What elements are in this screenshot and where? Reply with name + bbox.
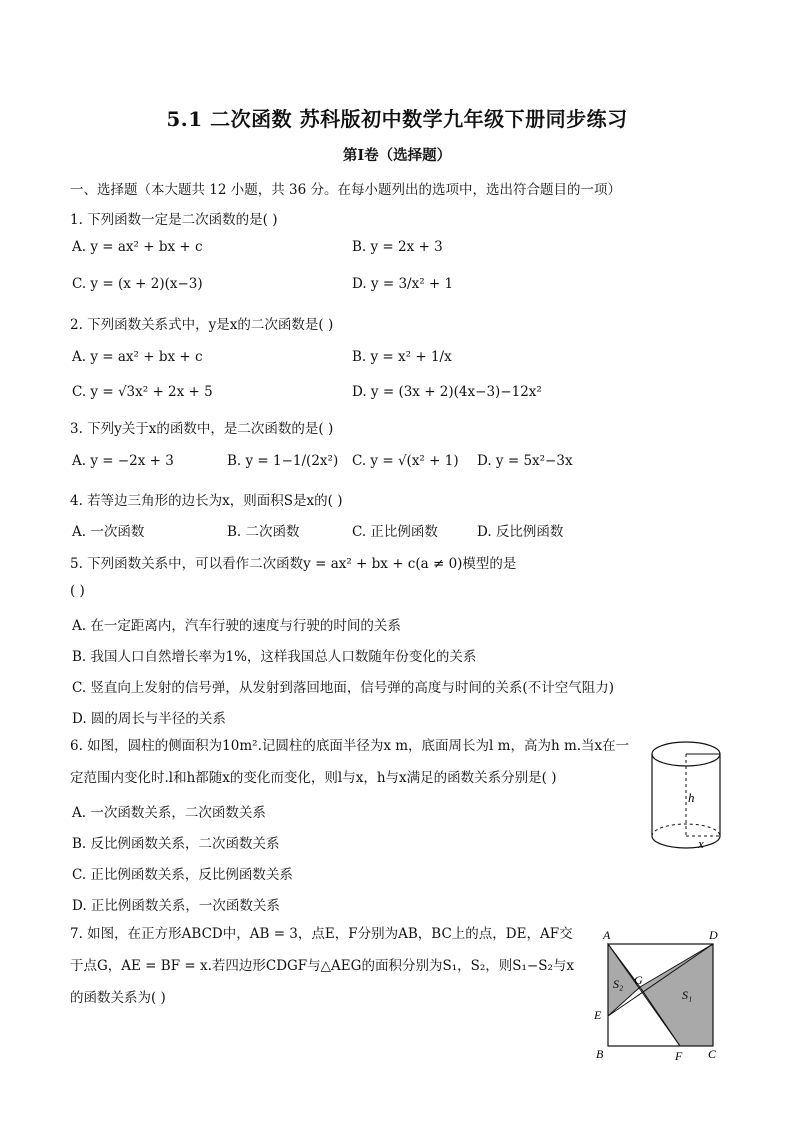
question-5-stem: 5. 下列函数关系中，可以看作二次函数y = ax² + bx + c(a ≠ 0)模型的是 bbox=[70, 556, 517, 572]
question-4-option-c: C. 正比例函数 bbox=[352, 524, 438, 540]
question-2-stem: 2. 下列函数关系式中，y是x的二次函数是( ) bbox=[70, 317, 334, 333]
question-7-stem: 7. 如图，在正方形ABCD中，AB = 3，点E，F分别为AB，BC上的点，DE，AF交于点G，AE = BF = x.若四边形CDGF与△AEG的面积分别为S₁，S₂，则S₁−S₂与x的函数关系为( ) bbox=[70, 926, 575, 1006]
question-3-option-c: C. y = √(x² + 1) bbox=[352, 453, 459, 469]
question-1-option-c: C. y = (x + 2)(x−3) bbox=[72, 276, 203, 292]
question-3-option-b: B. y = 1−1/(2x²) bbox=[227, 453, 339, 469]
question-4-stem: 4. 若等边三角形的边长为x，则面积S是x的( ) bbox=[70, 493, 343, 509]
cylinder-figure bbox=[648, 738, 728, 853]
question-1-option-a: A. y = ax² + bx + c bbox=[72, 239, 203, 255]
area-s1-label: S₁ bbox=[682, 988, 693, 1002]
point-e-label: E bbox=[594, 1008, 602, 1022]
point-f-label: F bbox=[675, 1049, 683, 1063]
cylinder-x-label: x bbox=[698, 836, 704, 851]
question-6-option-d: D. 正比例函数关系，一次函数关系 bbox=[72, 898, 280, 914]
question-1-option-b: B. y = 2x + 3 bbox=[352, 239, 443, 255]
cylinder-h-label: h bbox=[688, 790, 695, 805]
page-subtitle: 第Ⅰ卷（选择题） bbox=[342, 147, 452, 164]
question-4-option-d: D. 反比例函数 bbox=[477, 524, 564, 540]
page-title: 5.1 二次函数 苏科版初中数学九年级下册同步练习 bbox=[166, 107, 628, 131]
question-5-option-b: B. 我国人口自然增长率为1%，这样我国总人口数随年份变化的关系 bbox=[72, 649, 477, 665]
point-b-label: B bbox=[596, 1047, 604, 1061]
square-figure bbox=[588, 922, 728, 1067]
question-3-stem: 3. 下列y关于x的函数中，是二次函数的是( ) bbox=[70, 421, 334, 437]
question-3-option-d: D. y = 5x²−3x bbox=[477, 453, 573, 469]
question-6-option-b: B. 反比例函数关系，二次函数关系 bbox=[72, 836, 280, 852]
question-4-option-b: B. 二次函数 bbox=[227, 524, 300, 540]
question-2-option-b: B. y = x² + 1/x bbox=[352, 349, 452, 365]
question-2-option-c: C. y = √3x² + 2x + 5 bbox=[72, 384, 213, 400]
question-4-option-a: A. 一次函数 bbox=[72, 524, 145, 540]
point-c-label: C bbox=[708, 1047, 717, 1061]
area-s2-label: S₂ bbox=[613, 977, 624, 991]
question-2-option-d: D. y = (3x + 2)(4x−3)−12x² bbox=[352, 384, 542, 400]
question-2-option-a: A. y = ax² + bx + c bbox=[72, 349, 203, 365]
question-1-stem: 1. 下列函数一定是二次函数的是( ) bbox=[70, 212, 278, 228]
point-a-label: A bbox=[603, 928, 611, 942]
question-3-option-a: A. y = −2x + 3 bbox=[72, 453, 174, 469]
question-5-option-d: D. 圆的周长与半径的关系 bbox=[72, 711, 226, 727]
point-d-label: D bbox=[709, 928, 718, 942]
question-6-option-a: A. 一次函数关系，二次函数关系 bbox=[72, 805, 266, 821]
point-g-label: G bbox=[634, 973, 643, 987]
question-5-option-a: A. 在一定距离内，汽车行驶的速度与行驶的时间的关系 bbox=[72, 618, 401, 634]
section-heading: 一、选择题（本大题共 12 小题，共 36 分。在每小题列出的选项中，选出符合题目的一项） bbox=[70, 182, 622, 198]
question-6-stem: 6. 如图，圆柱的侧面积为10m².记圆柱的底面半径为x m，底面周长为l m，高为h m.当x在一定范围内变化时.l和h都随x的变化而变化，则l与x，h与x满足的函数关系分别是( ) bbox=[70, 738, 630, 786]
question-5-option-c: C. 竖直向上发射的信号弹，从发射到落回地面，信号弹的高度与时间的关系(不计空气阻力) bbox=[72, 680, 614, 696]
question-5-stem-paren: ( ) bbox=[70, 583, 85, 599]
question-1-option-d: D. y = 3/x² + 1 bbox=[352, 276, 454, 292]
question-6-option-c: C. 正比例函数关系，反比例函数关系 bbox=[72, 867, 293, 883]
